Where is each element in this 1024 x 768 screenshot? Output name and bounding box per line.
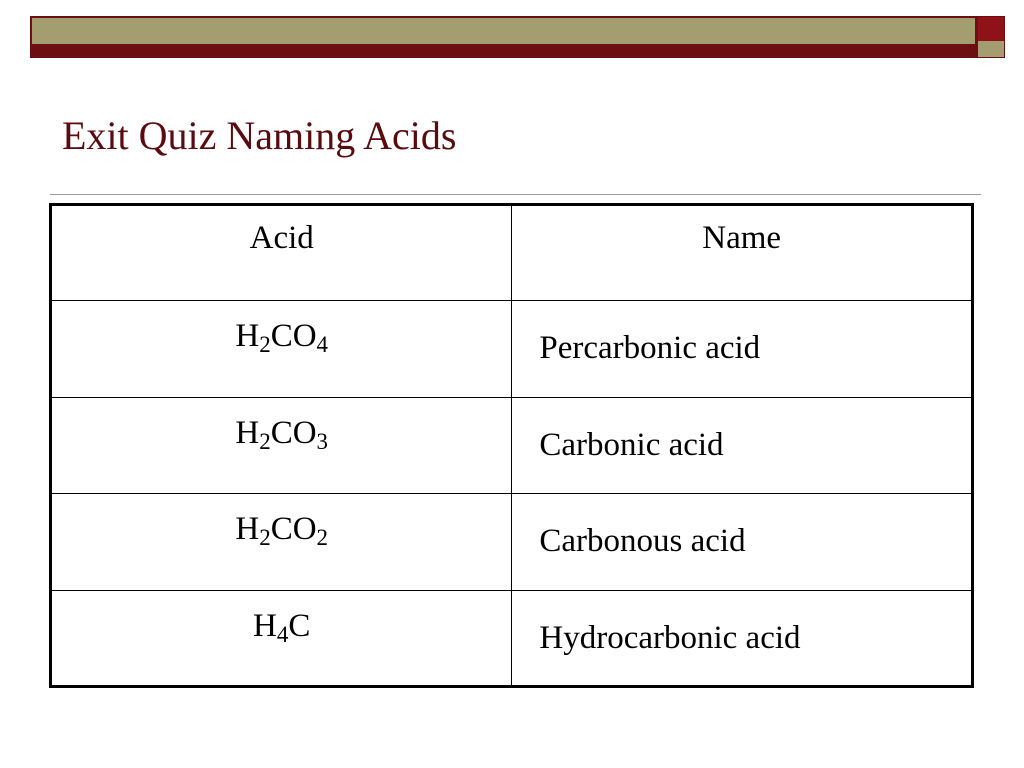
table-header-row: [51, 205, 973, 301]
formula-subscript: 2: [316, 525, 329, 551]
acid-name: Hydrocarbonic acid: [512, 590, 973, 686]
header-acid: Acid: [51, 205, 512, 301]
acid-naming-table: [49, 203, 974, 688]
table-row: [51, 397, 973, 493]
header-olive-band: [32, 18, 975, 44]
table-row: [51, 590, 973, 686]
acid-name: Carbonous acid: [512, 494, 973, 590]
formula-symbol: C: [288, 607, 311, 644]
formula-symbol: H: [235, 511, 260, 548]
formula-subscript: 2: [259, 428, 271, 454]
table-row: [51, 494, 973, 590]
header-decoration-bar: [30, 16, 977, 58]
header-name: Name: [512, 205, 973, 301]
formula-symbol: CO: [270, 511, 317, 548]
formula-subscript: 4: [316, 332, 329, 358]
acid-name: Carbonic acid: [512, 397, 973, 493]
acid-formula: [51, 397, 512, 493]
acid-formula: [51, 301, 512, 397]
title-divider: [50, 194, 981, 195]
header-corner-maroon: [978, 17, 1004, 41]
formula-symbol: CO: [270, 318, 317, 355]
slide-title: Exit Quiz Naming Acids: [62, 113, 457, 158]
formula-subscript: 3: [316, 428, 329, 454]
table-row: [51, 301, 973, 397]
header-corner-square: [977, 16, 1005, 58]
formula-symbol: CO: [270, 414, 317, 451]
formula-subscript: 4: [276, 621, 289, 647]
formula-subscript: 2: [259, 525, 271, 551]
acid-formula: [51, 494, 512, 590]
acid-formula: [51, 590, 512, 686]
formula-symbol: H: [235, 318, 260, 355]
formula-subscript: 2: [259, 332, 271, 358]
formula-symbol: H: [253, 607, 277, 644]
acid-name: Percarbonic acid: [512, 301, 973, 397]
formula-symbol: H: [235, 414, 260, 451]
